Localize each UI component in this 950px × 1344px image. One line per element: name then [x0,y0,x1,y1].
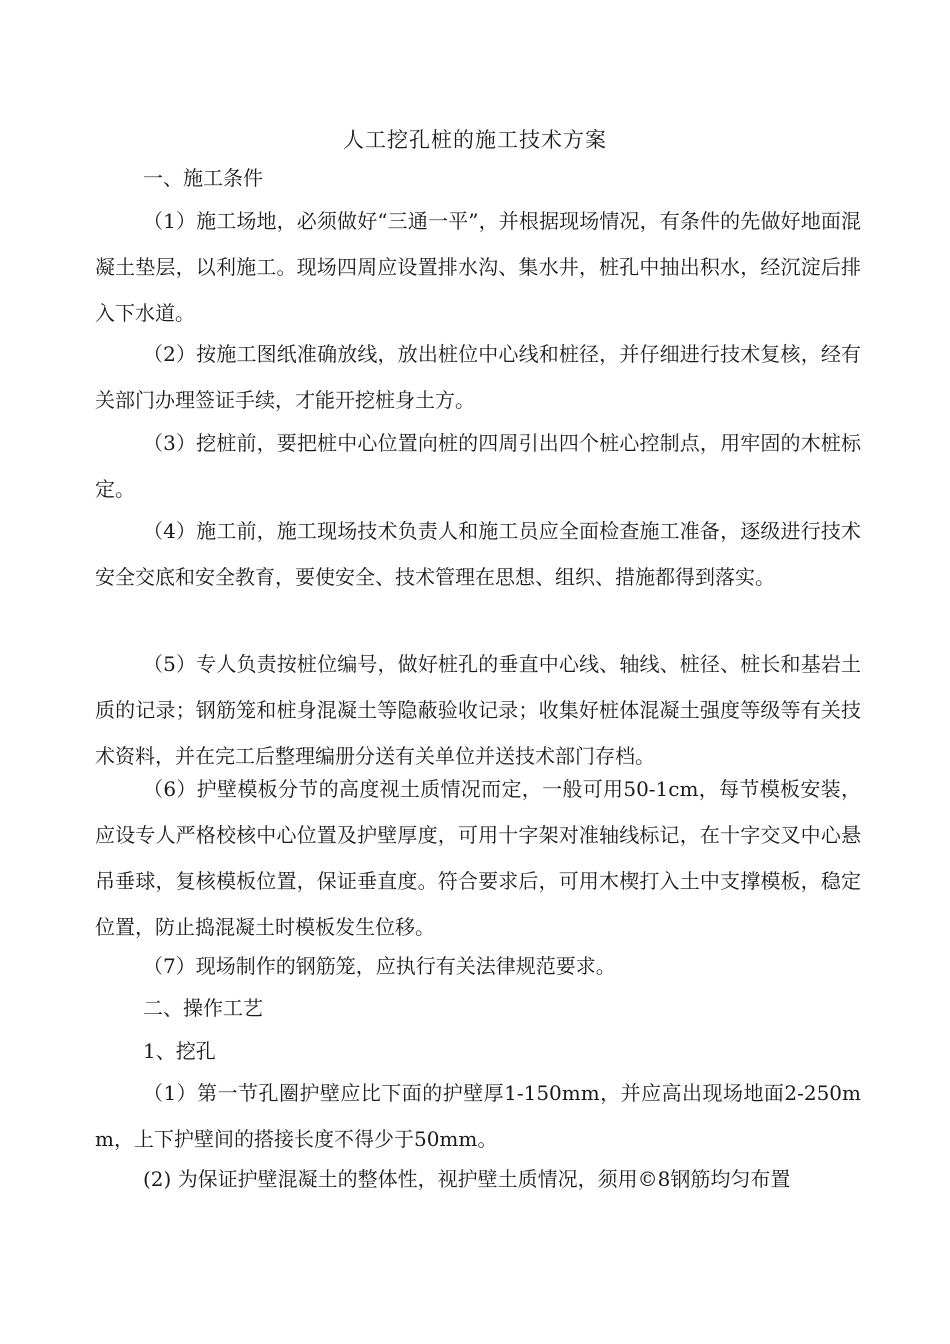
paragraph-8: （1）第一节孔圈护壁应比下面的护壁厚1-150mm，并应高出现场地面2-250mm，上下护壁间的搭接长度不得少于50mm。 [95,1081,861,1151]
paragraph-5: （5）专人负责按桩位编号，做好桩孔的垂直中心线、轴线、桩径、桩长和基岩土质的记录；钢筋笼和桩身混凝土等隐蔽验收记录；收集好桩体混凝土强度等级等有关技术资料，并在完工后整理编册分送有关单位并送技术部门存档。 [95,652,861,768]
paragraph-9: (2) 为保证护壁混凝土的整体性，视护壁土质情况，须用©8钢筋均匀布置 [143,1167,791,1191]
paragraph-1: （1）施工场地，必须做好“三通一平”，并根据现场情况，有条件的先做好地面混凝土垫层，以利施工。现场四周应设置排水沟、集水井，桩孔中抽出积水，经沉淀后排入下水道。 [95,209,861,325]
paragraph-2: （2）按施工图纸准确放线，放出桩位中心线和桩径，并仔细进行技术复核，经有关部门办理签证手续，才能开挖桩身土方。 [95,342,861,412]
section-heading-construction-conditions: 一、施工条件 [143,166,263,190]
document-title: 人工挖孔桩的施工技术方案 [343,128,607,152]
subsection-heading-excavation: 1、挖孔 [143,1039,216,1063]
paragraph-7: （7）现场制作的钢筋笼，应执行有关法律规范要求。 [143,954,616,978]
paragraph-4: （4）施工前，施工现场技术负责人和施工员应全面检查施工准备，逐级进行技术安全交底和安全教育，要使安全、技术管理在思想、组织、措施都得到落实。 [95,519,861,589]
section-heading-operation-process: 二、操作工艺 [143,996,263,1020]
paragraph-3: （3）挖桩前，要把桩中心位置向桩的四周引出四个桩心控制点，用牢固的木桩标定。 [95,431,861,501]
paragraph-6: （6）护壁模板分节的高度视土质情况而定，一般可用50-1cm，每节模板安装，应设专人严格校核中心位置及护壁厚度，可用十字架对准轴线标记，在十字交叉中心悬吊垂球，复核模板位置，保证垂直度。符合要求后，可用木楔打入土中支撑模板，稳定位置，防止捣混凝土时模板发生位移。 [95,777,861,939]
